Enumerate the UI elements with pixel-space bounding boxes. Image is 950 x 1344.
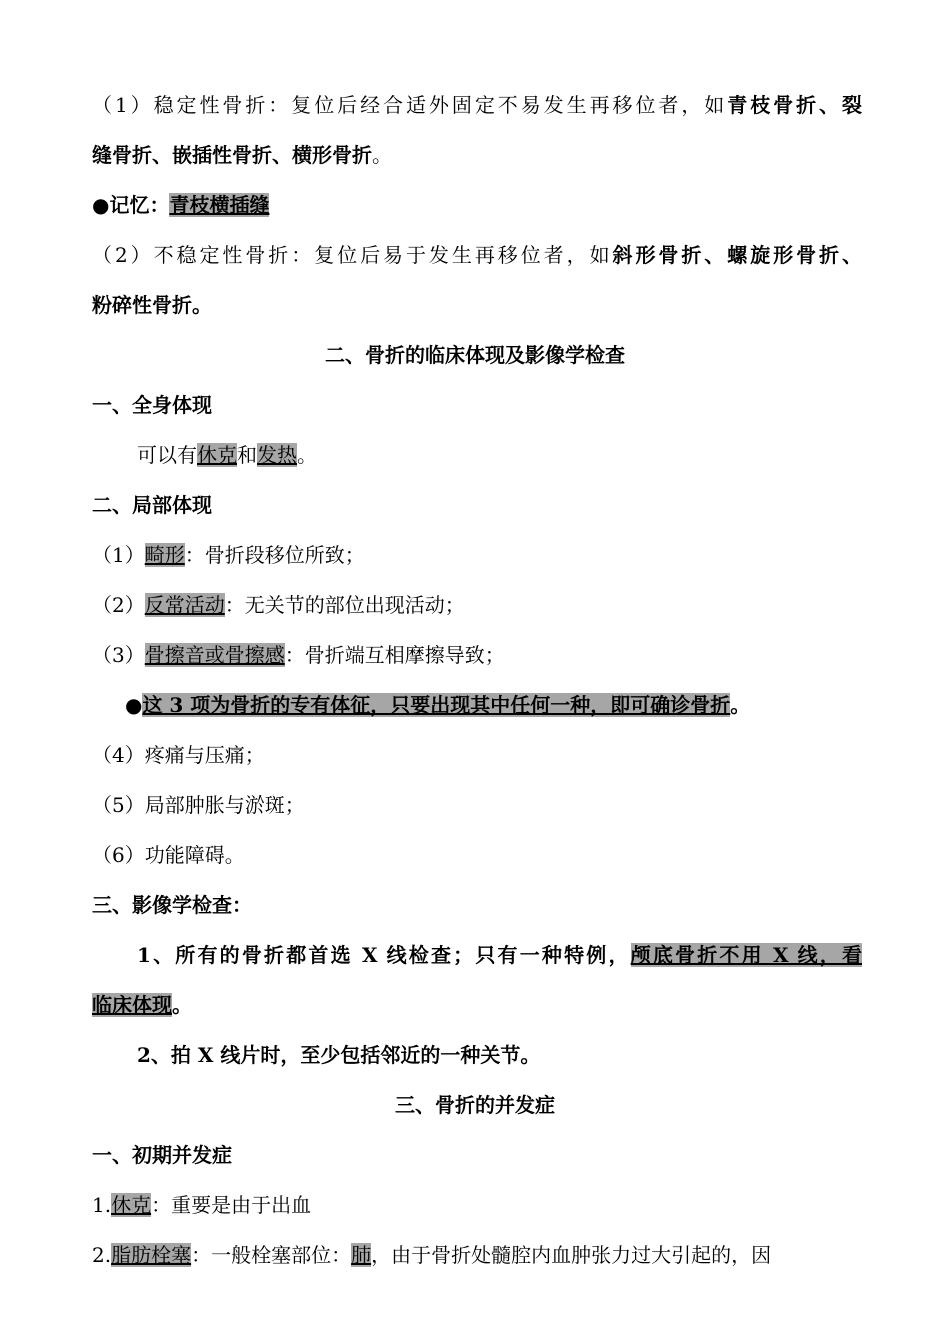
section-2-title: 二、骨折的临床体现及影像学检查 xyxy=(325,343,625,367)
period: 。 xyxy=(172,993,192,1017)
memory-prefix: ●记忆： xyxy=(92,193,170,217)
local-item-5: （5）局部肿胀与淤斑； xyxy=(92,793,305,817)
stable-fracture-examples-2: 缝骨折、嵌插性骨折、横形骨折 xyxy=(92,143,372,167)
item-number: （3） xyxy=(92,643,145,667)
shock-term: 休克 xyxy=(197,443,237,467)
lung-term: 肺 xyxy=(351,1243,372,1267)
imaging-item-1-line-2 xyxy=(92,991,862,1019)
unstable-fracture-text: （2）不稳定性骨折：复位后易于发生再移位者，如 xyxy=(92,243,613,267)
period: 。 xyxy=(730,693,751,717)
local-heading: 二、局部体现 xyxy=(92,493,212,517)
imaging-heading: 三、影像学检查： xyxy=(92,893,252,917)
general-heading: 一、全身体现 xyxy=(92,393,212,417)
fever-term: 发热 xyxy=(257,443,297,467)
stable-fracture-line-2 xyxy=(92,141,862,169)
item-desc-b: ，由于骨折处髓腔内血肿张力过大引起的，因 xyxy=(371,1243,772,1267)
specific-signs-note xyxy=(125,691,865,719)
early-complications-heading: 一、初期并发症 xyxy=(92,1143,232,1167)
unstable-fracture-line-1 xyxy=(92,241,862,269)
stable-fracture-examples-1: 青枝骨折、裂 xyxy=(727,93,863,117)
shock-complication-term: 休克 xyxy=(111,1193,152,1217)
item-desc: ：重要是由于出血 xyxy=(151,1193,312,1217)
local-item-2 xyxy=(92,591,862,619)
memory-term: 青枝横插缝 xyxy=(169,193,270,217)
clinical-manifestation-term: 临床体现 xyxy=(92,993,172,1017)
local-item-1 xyxy=(92,541,862,569)
skull-base-exception: 颅底骨折不用 X 线，看 xyxy=(630,943,862,967)
bullet-icon: ● xyxy=(125,693,143,717)
general-text xyxy=(137,441,907,469)
abnormal-movement-term: 反常活动 xyxy=(144,593,225,617)
memory-tip xyxy=(92,191,862,219)
fat-embolism-term: 脂肪栓塞 xyxy=(111,1243,192,1267)
general-text-c: 。 xyxy=(297,443,317,467)
imaging-item-1-text: 1、所有的骨折都首选 X 线检查；只有一种特例， xyxy=(137,943,631,967)
general-text-a: 可以有 xyxy=(137,443,197,467)
unstable-fracture-line-2: 粉碎性骨折。 xyxy=(92,293,212,317)
item-desc-a: ：一般栓塞部位： xyxy=(191,1243,352,1267)
complication-item-1 xyxy=(92,1191,862,1219)
stable-fracture-text: （1）稳定性骨折：复位后经合适外固定不易发生再移位者，如 xyxy=(92,93,728,117)
local-item-6: （6）功能障碍。 xyxy=(92,843,245,867)
item-number: 2. xyxy=(92,1243,112,1267)
local-item-4: （4）疼痛与压痛； xyxy=(92,743,265,767)
bone-crepitus-term: 骨擦音或骨擦感 xyxy=(144,643,285,667)
period: 。 xyxy=(372,143,392,167)
item-number: 1. xyxy=(92,1193,112,1217)
deformity-term: 畸形 xyxy=(144,543,185,567)
item-number: （2） xyxy=(92,593,145,617)
imaging-item-1-line-1 xyxy=(137,941,862,969)
item-desc: ：骨折端互相摩擦导致； xyxy=(284,643,505,667)
item-desc: ：骨折段移位所致； xyxy=(184,543,365,567)
general-text-b: 和 xyxy=(237,443,257,467)
section-3-title: 三、骨折的并发症 xyxy=(395,1093,555,1117)
stable-fracture-line-1 xyxy=(92,91,862,119)
imaging-item-2: 2、拍 X 线片时，至少包括邻近的一种关节。 xyxy=(137,1043,541,1067)
complication-item-2 xyxy=(92,1241,867,1269)
item-number: （1） xyxy=(92,543,145,567)
item-desc: ：无关节的部位出现活动； xyxy=(224,593,465,617)
local-item-3 xyxy=(92,641,862,669)
unstable-fracture-examples-1: 斜形骨折、螺旋形骨折、 xyxy=(612,243,862,267)
specific-signs-text: 这 3 项为骨折的专有体征，只要出现其中任何一种，即可确诊骨折 xyxy=(142,693,731,717)
